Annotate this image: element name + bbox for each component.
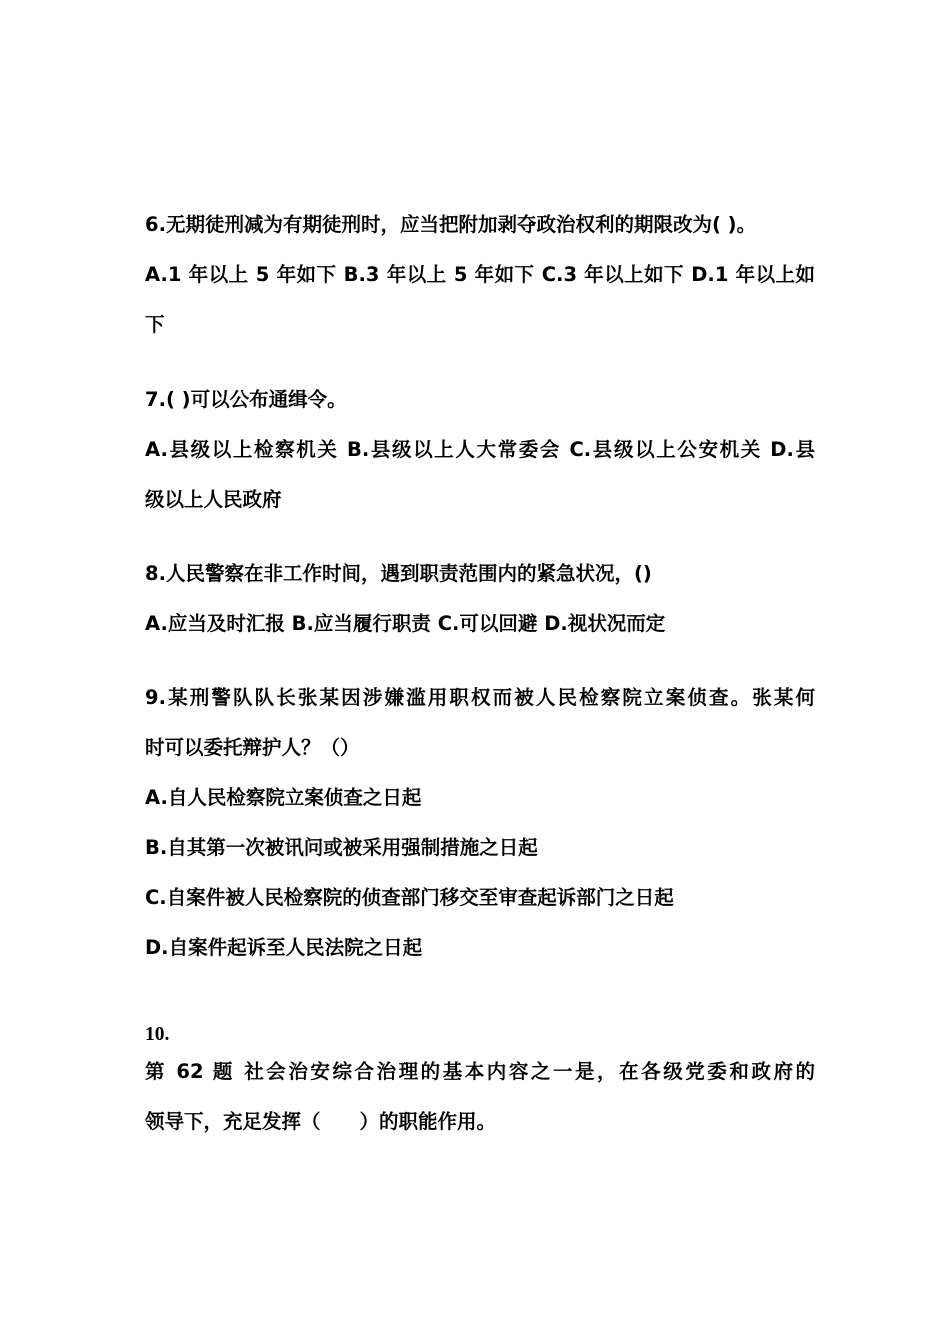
question-9-option-c: C.自案件被人民检察院的侦查部门移交至审查起诉部门之日起 [145, 886, 674, 909]
question-9-option-b: B.自其第一次被讯问或被采用强制措施之日起 [145, 836, 538, 859]
question-8-options: A.应当及时汇报 B.应当履行职责 C.可以回避 D.视状况而定 [145, 612, 666, 635]
question-7-options-continued: 级以上人民政府 [145, 488, 282, 511]
question-9-stem: 9.某刑警队队长张某因涉嫌滥用职权而被人民检察院立案侦查。张某何 [145, 686, 815, 709]
question-9-option-d: D.自案件起诉至人民法院之日起 [145, 936, 423, 959]
question-6-stem: 6.无期徒刑减为有期徒刑时，应当把附加剥夺政治权利的期限改为( )。 [145, 213, 757, 236]
question-10-number: 10. [145, 1024, 170, 1045]
question-10-stem-continued: 领导下，充足发挥（ ）的职能作用。 [145, 1110, 497, 1133]
question-6-options-continued: 下 [145, 313, 165, 336]
question-9-option-a: A.自人民检察院立案侦查之日起 [145, 786, 422, 809]
question-6-options: A.1 年以上 5 年如下 B.3 年以上 5 年如下 C.3 年以上如下 D.1 年以上如 [145, 263, 815, 286]
question-10-stem: 第 62 题 社会治安综合治理的基本内容之一是，在各级党委和政府的 [145, 1060, 815, 1083]
question-8-stem: 8.人民警察在非工作时间，遇到职责范围内的紧急状况，() [145, 562, 652, 585]
question-7-stem: 7.( )可以公布通缉令。 [145, 388, 347, 411]
question-7-options: A.县级以上检察机关 B.县级以上人大常委会 C.县级以上公安机关 D.县 [145, 438, 815, 461]
question-9-stem-continued: 时可以委托辩护人？（） [145, 736, 360, 759]
